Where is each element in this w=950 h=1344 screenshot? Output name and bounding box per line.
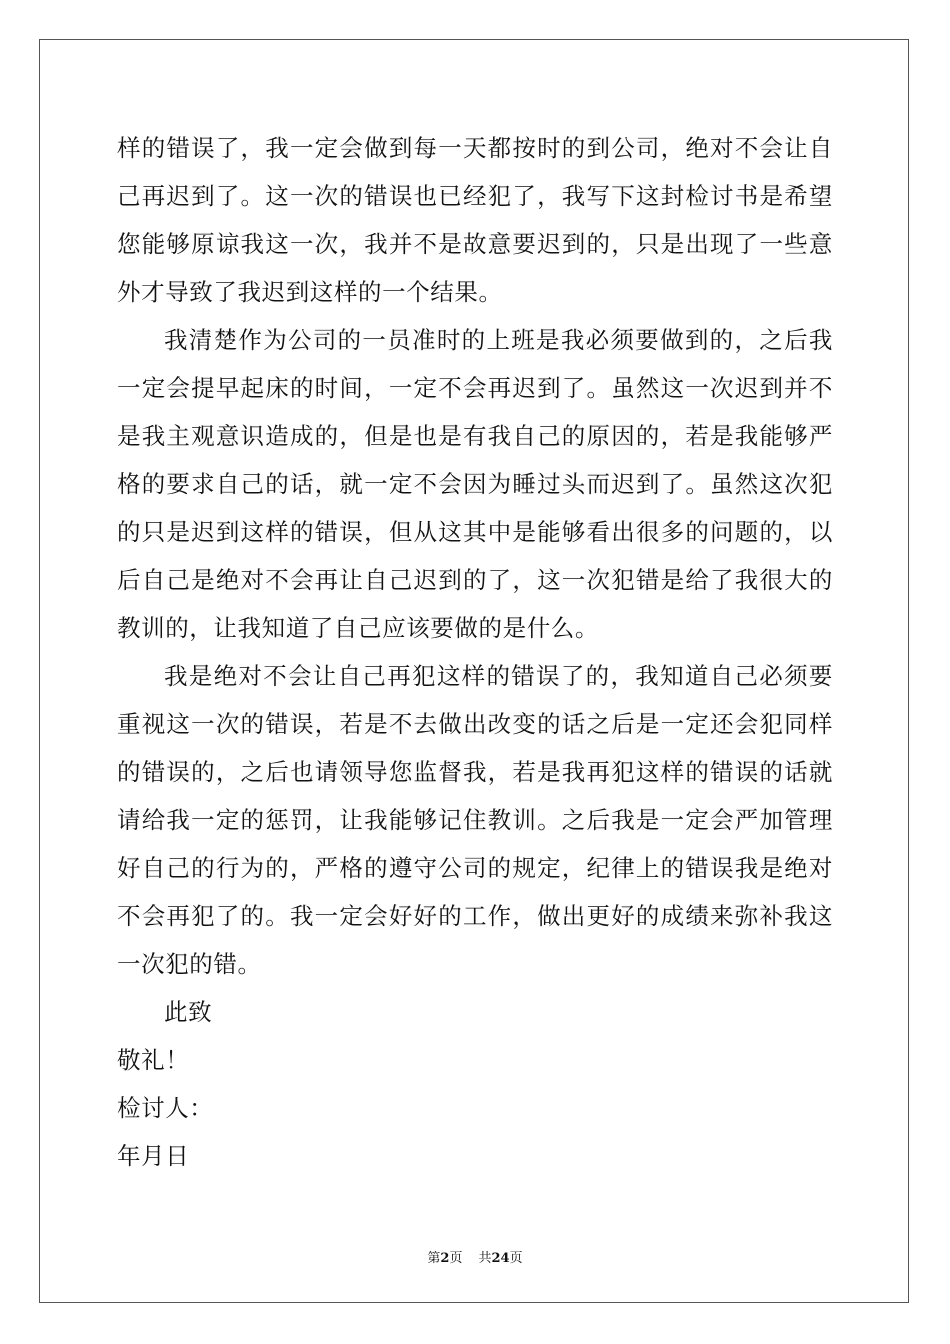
letter-body (117, 124, 833, 1180)
paragraph-2: 我清楚作为公司的一员准时的上班是我必须要做到的，之后我一定会提早起床的时间，一定不会再迟到了。虽然这一次迟到并不是我主观意识造成的，但是也是有我自己的原因的，若是我能够严格的要求自己的话，就一定不会因为睡过头而迟到了。虽然这次犯的只是迟到这样的错误，但从这其中是能够看出很多的问题的，以后自己是绝对不会再让自己迟到的了，这一次犯错是给了我很大的教训的，让我知道了自己应该要做的是什么。 (117, 326, 833, 642)
closing-phrase: 此致 (164, 998, 213, 1026)
page-suffix: 页 (449, 1251, 463, 1266)
date-line: 年月日 (117, 1142, 190, 1170)
salute: 敬礼！ (117, 1046, 190, 1074)
total-prefix: 共 (478, 1251, 492, 1266)
total-suffix: 页 (509, 1251, 523, 1266)
paragraph-3: 我是绝对不会让自己再犯这样的错误了的，我知道自己必须要重视这一次的错误，若是不去做出改变的话之后是一定还会犯同样的错误的，之后也请领导您监督我，若是我再犯这样的错误的话就请给我一定的惩罚，让我能够记住教训。之后我是一定会严加管理好自己的行为的，严格的遵守公司的规定，纪律上的错误我是绝对不会再犯了的。我一定会好好的工作，做出更好的成绩来弥补我这一次犯的错。 (117, 662, 833, 978)
paragraph-continued: 样的错误了，我一定会做到每一天都按时的到公司，绝对不会让自己再迟到了。这一次的错误也已经犯了，我写下这封检讨书是希望您能够原谅我这一次，我并不是故意要迟到的，只是出现了一些意外才导致了我迟到这样的一个结果。 (117, 134, 833, 306)
reviewer-signature-line: 检讨人： (117, 1094, 214, 1122)
page-prefix: 第 (427, 1251, 441, 1266)
total-pages: 24 (491, 1251, 510, 1266)
page-footer (0, 1247, 950, 1266)
page-number: 2 (440, 1251, 450, 1266)
